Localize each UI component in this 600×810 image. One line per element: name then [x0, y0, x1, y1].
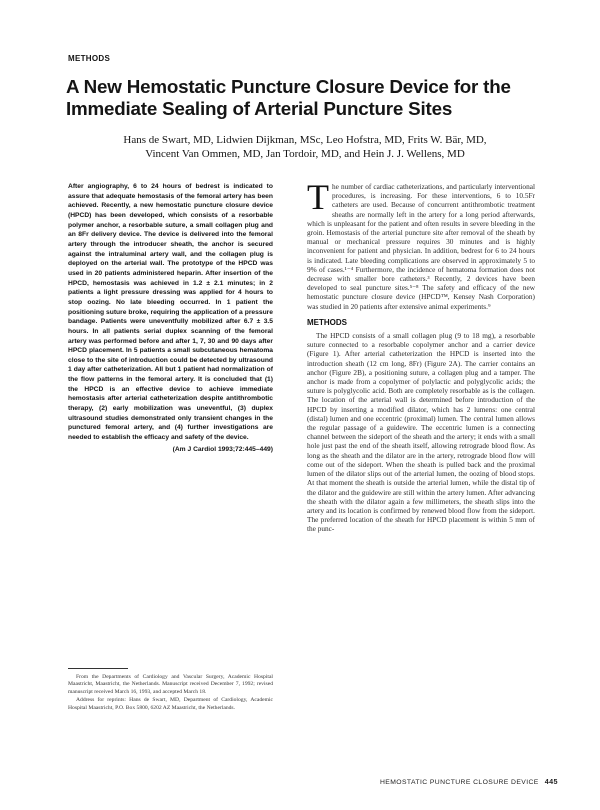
drop-cap: T: [307, 177, 329, 217]
methods-paragraph: The HPCD consists of a small collagen plug (9 to 18 mg), a resorbable suture connected to a resorbable copolymer anchor and a carrier device (Figure 1). After arterial catheterization the HPCD is inserted into the introduction sheath (12 cm long, 8Fr) (Figure 2A). The carrier contains an anchor (Figure 2B), a positioning suture, a collagen plug and a tamper. The anchor is made from a copolymer of polylactic and polyglycolic acids; the suture is polyglycolic acid. Both are completely resorbable as is the collagen. The location of the arterial wall is determined before introduction of the HPCD by inserting a modified dilator, which has 2 lumens: one central (distal) lumen and one eccentric (proximal) lumen. The central lumen allows the regular passage of a guidewire. The eccentric lumen is a connecting channel between the sideport of the sheath and the artery; it ends with a small hole just past the end of the sheath itself, allowing retrograde blood flow. As long as the sheath and the dilator are in the artery, retrograde blood flow will come out of the sideport. When the sheath is pulled back and the proximal lumen of the dilator slips out of the arterial lumen, the oozing of blood stops. At that moment the sheath is outside the arterial lumen, while the distal tip of the dilator and the guidewire are still within the artery lumen. After advancing the sheath with the dilator again a few millimeters, the sheath slips into the artery and its location is confirmed by renewed blood flow from the sideport. The preferred location of the sheath for HPCD placement is within 5 mm of the punc-: [307, 331, 535, 534]
journal-citation: (Am J Cardiol 1993;72:445–449): [172, 445, 273, 453]
right-column: [307, 177, 535, 534]
introduction-paragraph: [307, 177, 535, 311]
left-column: [68, 182, 273, 453]
footnote-divider: [68, 668, 128, 669]
page-number: 445: [544, 777, 558, 786]
author-list: [80, 133, 530, 161]
introduction-text: he number of cardiac catheterizations, and particularly interventional procedures, is increasing. For these interventions, 6 to 10.5Fr catheters are used. Because of concurrent antithrombotic treatment sheaths are normally left in the artery for a long period afterwards, which is unpleasant for the patient and often results in severe bleeding in the groin. Hemostasis of the arterial puncture site after removal of the sheath by manual or mechanical pressure requires 30 minutes and is highly inconvenient for patient and physician. In addition, bedrest for 6 to 24 hours is indicated. Late bleeding complications are observed in approximately 5 to 9% of cases.¹⁻⁴ Furthermore, the incidence of hematoma formation does not decrease with smaller bore catheters.³ Recently, 2 devices have been developed to seal puncture sites.⁵⁻⁸ The safety and efficacy of the new hemostatic puncture closure device (HPCD™, Kensey Nash Corporation) was studied in 20 patients after extensive animal experiments.⁹: [307, 182, 535, 311]
article-title: A New Hemostatic Puncture Closure Device for the Immediate Sealing of Arterial Puncture Sites: [66, 76, 511, 119]
reprint-footnote: Address for reprints: Hans de Swart, MD, Department of Cardiology, Academic Hospital Maastricht, P.O. Box 5800, 6202 AZ Maastricht, the Netherlands.: [68, 697, 273, 711]
section-label: METHODS: [68, 54, 111, 63]
methods-heading: METHODS: [307, 317, 347, 327]
affiliation-footnote: From the Departments of Cardiology and Vascular Surgery, Academic Hospital Maastricht, Maastricht, the Netherlands. Manuscript received December 7, 1992; revised manuscript received March 16, 1993, and accepted March 18.: [68, 674, 273, 695]
authors-line-1: Hans de Swart, MD, Lidwien Dijkman, MSc, Leo Hofstra, MD, Frits W. Bär, MD,: [123, 134, 487, 146]
footnotes: [68, 674, 273, 713]
running-footer: [380, 777, 558, 786]
authors-line-2: Vincent Van Ommen, MD, Jan Tordoir, MD, and Hein J. J. Wellens, MD: [145, 148, 465, 160]
running-title: HEMOSTATIC PUNCTURE CLOSURE DEVICE: [380, 779, 539, 786]
abstract: After angiography, 6 to 24 hours of bedrest is indicated to assure that adequate hemostasis of the femoral artery has been achieved. Recently, a new hemostatic puncture closure device (HPCD) has been developed, which consists of a resorbable polymer anchor, a resorbable suture, a small collagen plug and an 8Fr delivery device. The device is delivered into the femoral artery through the introducer sheath, the anchor is secured against the intraluminal artery wall, and the collagen plug is deployed on the arterial wall. The prototype of the HPCD was used in 20 patients administered heparin. After insertion of the HPCD, hemostasis was achieved in 1.2 ± 2.1 minutes; in 2 patients a light pressure dressing was applied for 4 hours to stop oozing. No late bleeding occurred. In 1 patient the positioning suture broke, requiring the application of a pressure bandage. Patients were uneventfully mobilized after 6.7 ± 3.5 hours. In all patients serial duplex scanning of the femoral artery was performed before and after 1, 7, 30 and 90 days after HPCD placement. In 5 patients a small subcutaneous hematoma close to the site of introduction could be detected by ultrasound 1 day after catheterization. All but 1 patient had normalization of the flow patterns in the femoral artery. It is concluded that (1) the HPCD is an effective device to achieve immediate hemostasis after arterial catheterization despite antithrombotic therapy, (2) early mobilization was uneventful, (3) duplex ultrasound studies demonstrated only transient changes in the punctured femoral artery, and (4) further investigations are needed to establish the efficacy and safety of the device.: [68, 183, 273, 442]
